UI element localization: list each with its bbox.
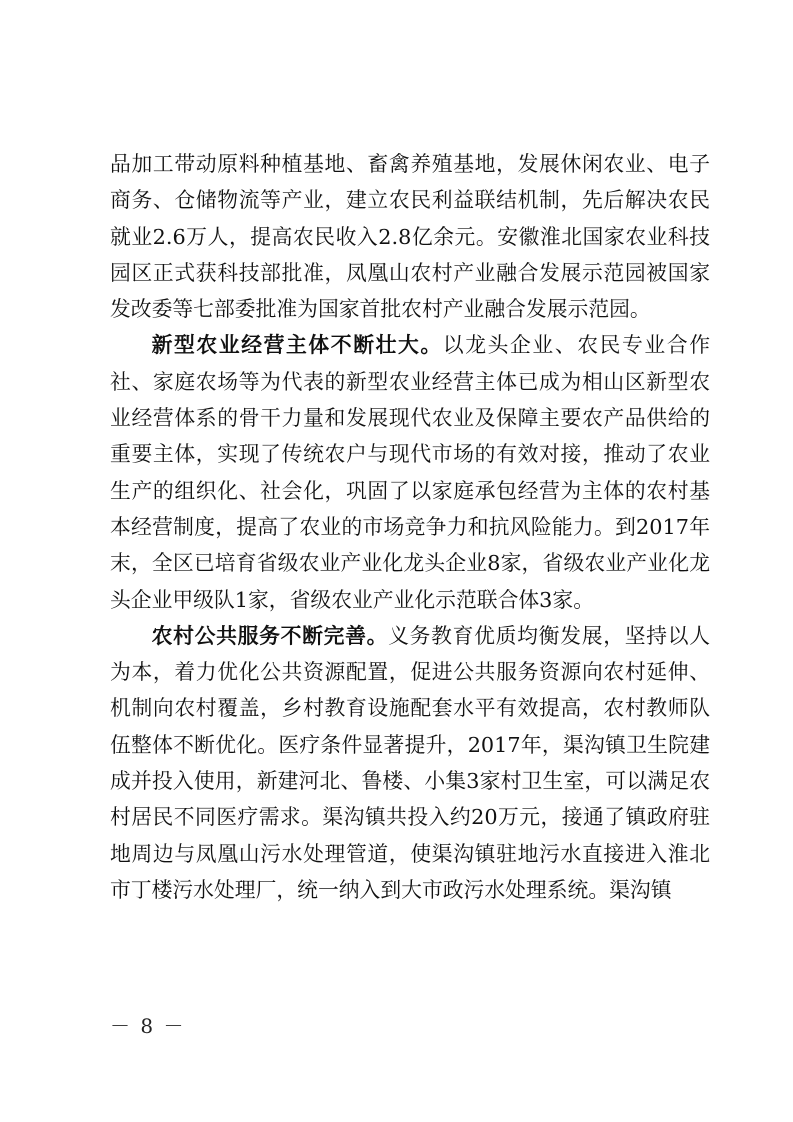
body-text [110, 146, 710, 908]
paragraph-2-text: 以龙头企业、农民专业合作社、家庭农场等为代表的新型农业经营主体已成为相山区新型农业经营体系的骨干力量和发展现代农业及保障主要农产品供给的重要主体，实现了传统农户与现代市场的有效对接，推动了农业生产的组织化、社会化，巩固了以家庭承包经营为主体的农村基本经营制度，提高了农业的市场竞争力和抗风险能力。到2017年末，全区已培育省级农业产业化龙头企业8家，省级农业产业化龙头企业甲级队1家，省级农业产业化示范联合体3家。 [110, 333, 711, 612]
paragraph-2-heading: 新型农业经营主体不断壮大。 [151, 333, 443, 358]
paragraph-3 [110, 618, 710, 908]
page-number: － 8 － [110, 1014, 186, 1038]
paragraph-2 [110, 327, 710, 617]
paragraph-1-text: 品加工带动原料种植基地、畜禽养殖基地，发展休闲农业、电子商务、仓储物流等产业，建立农民利益联结机制，先后解决农民就业2.6万人，提高农民收入2.8亿余元。安徽淮北国家农业科技园区正式获科技部批准，凤凰山农村产业融合发展示范园被国家发改委等七部委批准为国家首批农村产业融合发展示范园。 [110, 152, 710, 322]
paragraph-3-text: 义务教育优质均衡发展，坚持以人为本，着力优化公共资源配置，促进公共服务资源向农村延伸、机制向农村覆盖，乡村教育设施配套水平有效提高，农村教师队伍整体不断优化。医疗条件显著提升，2017年，渠沟镇卫生院建成并投入使用，新建河北、鲁楼、小集3家村卫生室，可以满足农村居民不同医疗需求。渠沟镇共投入约20万元，接通了镇政府驻地周边与凤凰山污水处理管道，使渠沟镇驻地污水直接进入淮北市丁楼污水处理厂，统一纳入到大市政污水处理系统。渠沟镇 [110, 623, 711, 902]
paragraph-1 [110, 146, 710, 327]
paragraph-3-heading: 农村公共服务不断完善。 [151, 623, 389, 648]
